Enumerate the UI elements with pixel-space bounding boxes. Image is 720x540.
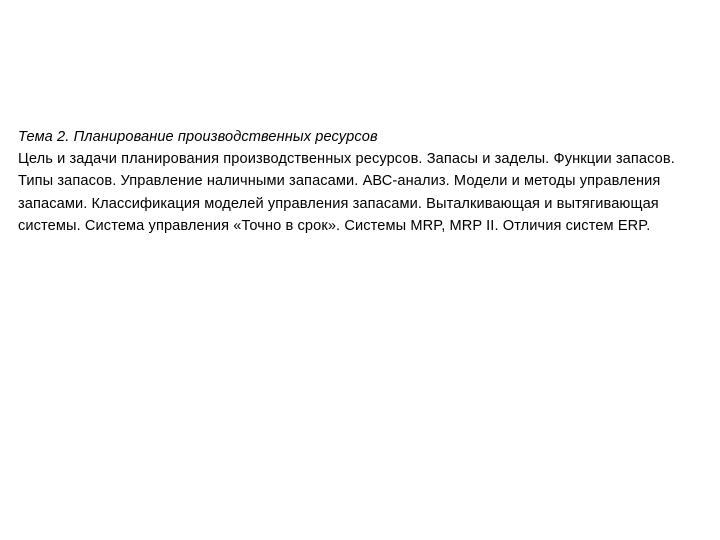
topic-body: Цель и задачи планирования производственных ресурсов. Запасы и заделы. Функции запасов. Типы запасов. Управление наличными запасами. АВС-анализ. Модели и методы управления запасами. Классификация моделей управления запасами. Выталкивающая и вытягивающая системы. Система управления «Точно в срок». Системы MRP, MRP II. Отличия систем ERP. (18, 151, 675, 234)
topic-text-block (18, 126, 708, 237)
topic-title: Тема 2. Планирование производственных ресурсов (18, 129, 378, 145)
